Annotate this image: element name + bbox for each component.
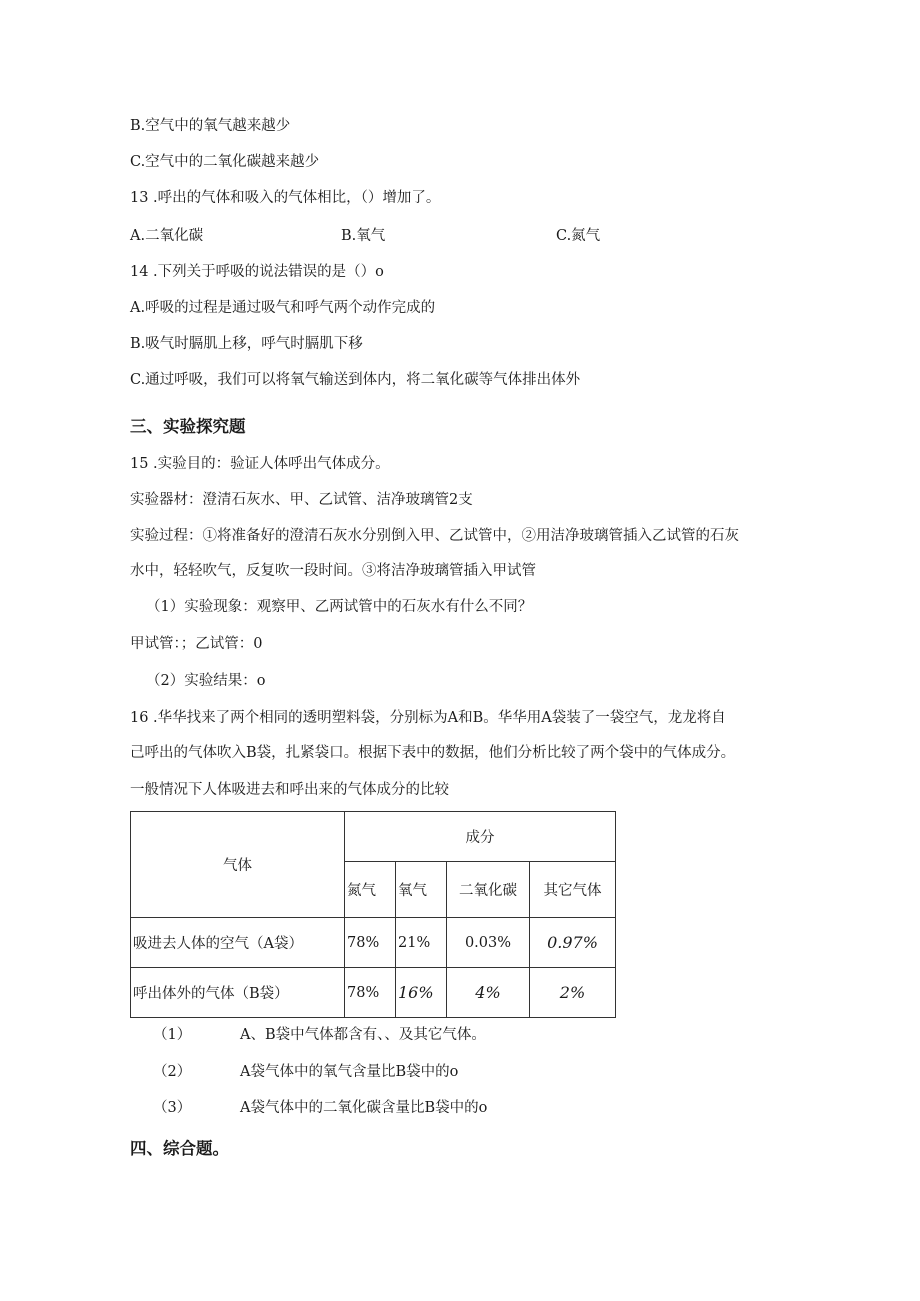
q15-process-line2: 水中，轻轻吹气，反复吹一段时间。③将洁净玻璃管插入甲试管 — [130, 563, 536, 579]
q12-option-b: B.空气中的氧气越来越少 — [130, 118, 291, 134]
table-caption: 一般情况下人体吸进去和呼出来的气体成分的比较 — [130, 782, 449, 798]
cell-value: 4% — [447, 968, 530, 1018]
q15-equipment: 实验器材：澄清石灰水、甲、乙试管、洁净玻璃管2支 — [130, 492, 473, 508]
table-row — [131, 968, 616, 1018]
header-gas: 气体 — [131, 812, 345, 918]
q15-tubes-answer: 甲试管：；乙试管：0 — [130, 636, 263, 652]
header-component: 成分 — [345, 812, 616, 862]
q13-option-b: B.氧气 — [341, 228, 386, 244]
cell-value: 78% — [345, 918, 396, 968]
column-oxygen: 氧气 — [396, 862, 447, 918]
q16-sub2-number: （2） — [153, 1064, 192, 1080]
q16-sub2-text: A袋气体中的氧气含量比B袋中的o — [240, 1064, 459, 1080]
table-row — [131, 918, 616, 968]
column-carbon-dioxide: 二氧化碳 — [447, 862, 530, 918]
column-nitrogen: 氮气 — [345, 862, 396, 918]
q16-sub3-text: A袋气体中的二氧化碳含量比B袋中的o — [240, 1100, 488, 1116]
q14-option-b: B.吸气时膈肌上移，呼气时膈肌下移 — [130, 336, 363, 352]
cell-value: 0.03% — [447, 918, 530, 968]
q16-sub1-text: A、B袋中气体都含有、、及其它气体。 — [240, 1027, 486, 1043]
gas-composition-table — [130, 811, 616, 1018]
q15-process-line1: 实验过程：①将准备好的澄清石灰水分别倒入甲、乙试管中，②用洁净玻璃管插入乙试管的石灰 — [130, 528, 739, 544]
section-4-heading: 四、综合题。 — [130, 1139, 229, 1158]
row-label-inhaled: 吸进去人体的空气（A袋） — [131, 918, 345, 968]
q13-stem: 13 .呼出的气体和吸入的气体相比，（）增加了。 — [130, 190, 441, 206]
q16-sub3-number: （3） — [153, 1100, 192, 1116]
q16-stem-line2: 己呼出的气体吹入B袋，扎紧袋口。根据下表中的数据，他们分析比较了两个袋中的气体成分。 — [130, 745, 736, 761]
q14-option-a: A.呼吸的过程是通过吸气和呼气两个动作完成的 — [130, 300, 436, 316]
q16-sub1-number: （1） — [153, 1027, 192, 1043]
q15-stem: 15 .实验目的：验证人体呼出气体成分。 — [130, 456, 390, 472]
q15-subquestion-2: （2）实验结果：o — [146, 673, 266, 689]
cell-value: 0.97% — [530, 918, 616, 968]
q12-option-c: C.空气中的二氧化碳越来越少 — [130, 154, 320, 170]
column-other-gases: 其它气体 — [530, 862, 616, 918]
cell-value: 21% — [396, 918, 447, 968]
q15-subquestion-1: （1）实验现象：观察甲、乙两试管中的石灰水有什么不同？ — [146, 599, 533, 615]
cell-value: 2% — [530, 968, 616, 1018]
q13-option-a: A.二氧化碳 — [130, 228, 204, 244]
row-label-exhaled: 呼出体外的气体（B袋） — [131, 968, 345, 1018]
q13-option-c: C.氮气 — [556, 228, 601, 244]
q14-option-c: C.通过呼吸，我们可以将氧气输送到体内，将二氧化碳等气体排出体外 — [130, 372, 581, 388]
section-3-heading: 三、实验探究题 — [130, 417, 246, 436]
cell-value: 78% — [345, 968, 396, 1018]
q14-stem: 14 .下列关于呼吸的说法错误的是（）o — [130, 264, 384, 280]
q16-stem-line1: 16 .华华找来了两个相同的透明塑料袋，分别标为A和B。华华用A袋装了一袋空气，龙龙将自 — [130, 710, 726, 726]
cell-value: 16% — [396, 968, 447, 1018]
